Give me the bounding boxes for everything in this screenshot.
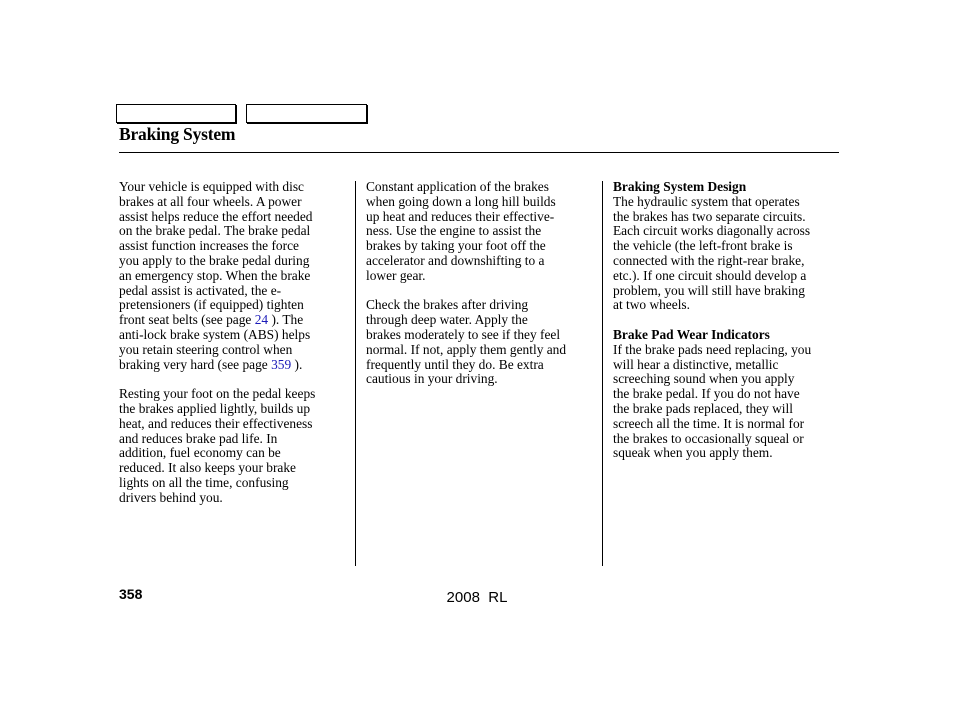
text-line: If the brake pads need replacing, you	[613, 341, 812, 357]
text-line: Each circuit works diagonally across	[613, 223, 811, 239]
nav-button-2[interactable]	[246, 104, 367, 123]
text-line: screech all the time. It is normal for	[613, 415, 805, 431]
page-link-359[interactable]: 359	[271, 356, 292, 372]
text-line: up heat and reduces their effective-	[366, 208, 555, 224]
text-line: Resting your foot on the pedal keeps	[119, 386, 316, 402]
text-line: at two wheels.	[613, 297, 690, 313]
text-line: pretensioners (if equipped) tighten	[119, 297, 304, 313]
text-line: brakes at all four wheels. A power	[119, 193, 302, 209]
text-line: you retain steering control when	[119, 341, 293, 357]
nav-button-1[interactable]	[116, 104, 236, 123]
text-fragment: ).	[291, 356, 303, 372]
text-line: ness. Use the engine to assist the	[366, 223, 542, 239]
text-fragment: braking very hard (see page	[119, 356, 272, 372]
text-line: addition, fuel economy can be	[119, 445, 281, 461]
text-fragment: front seat belts (see page	[119, 312, 255, 328]
text-line: the brake pedal. If you do not have	[613, 386, 800, 402]
text-line: squeak when you apply them.	[613, 445, 773, 461]
text-line: the brakes has two separate circuits.	[613, 208, 806, 224]
text-line: through deep water. Apply the	[366, 312, 528, 328]
text-line: the brakes applied lightly, builds up	[119, 400, 311, 416]
column-2	[366, 180, 594, 387]
text-line: cautious in your driving.	[366, 371, 498, 387]
text-line: frequently until they do. Be extra	[366, 356, 544, 372]
text-line: the brake pads replaced, they will	[613, 400, 793, 416]
text-line: lights on all the time, confusing	[119, 474, 289, 490]
text-line: screeching sound when you apply	[613, 371, 795, 387]
text-line	[119, 358, 347, 373]
text-line: when going down a long hill builds	[366, 193, 556, 209]
text-line: the brakes to occasionally squeal or	[613, 430, 804, 446]
text-line: and reduces brake pad life. In	[119, 430, 278, 446]
column-3	[613, 180, 841, 461]
section-brake-pad-wear	[613, 328, 841, 461]
text-line: accelerator and downshifting to a	[366, 252, 545, 268]
text-line: assist function increases the force	[119, 238, 299, 254]
text-line: Constant application of the brakes	[366, 179, 549, 194]
text-line: problem, you will still have braking	[613, 282, 805, 298]
footer-model: 2008 RL	[446, 589, 508, 606]
text-line: Your vehicle is equipped with disc	[119, 179, 304, 194]
title-divider	[119, 152, 839, 153]
text-line: anti-lock brake system (ABS) helps	[119, 326, 311, 342]
text-line: an emergency stop. When the brake	[119, 267, 311, 283]
text-line: the vehicle (the left-front brake is	[613, 238, 793, 254]
paragraph-resting-foot	[119, 387, 347, 505]
section-heading: Brake Pad Wear Indicators	[613, 326, 770, 342]
text-line: Check the brakes after driving	[366, 297, 529, 313]
text-line: connected with the right-rear brake,	[613, 252, 805, 268]
text-line: heat, and reduces their effectiveness	[119, 415, 313, 431]
paragraph-deep-water	[366, 298, 594, 387]
text-line: reduced. It also keeps your brake	[119, 460, 296, 476]
text-fragment: ). The	[268, 312, 304, 328]
section-braking-system-design	[613, 180, 841, 313]
text-line: you apply to the brake pedal during	[119, 252, 310, 268]
paragraph-brake-assist	[119, 180, 347, 372]
page-link-24[interactable]: 24	[254, 312, 269, 328]
text-line: pedal assist is activated, the e-	[119, 282, 282, 298]
text-line: assist helps reduce the effort needed	[119, 208, 313, 224]
text-line: brakes by taking your foot off the	[366, 238, 546, 254]
column-divider-1	[355, 181, 356, 566]
text-line: drivers behind you.	[119, 489, 223, 505]
page-number: 358	[119, 586, 143, 602]
text-line: will hear a distinctive, metallic	[613, 356, 779, 372]
paragraph-constant-application	[366, 180, 594, 284]
text-line: on the brake pedal. The brake pedal	[119, 223, 311, 239]
text-line: The hydraulic system that operates	[613, 193, 800, 209]
text-line: normal. If not, apply them gently and	[366, 341, 567, 357]
column-divider-2	[602, 181, 603, 566]
text-line: etc.). If one circuit should develop a	[613, 267, 807, 283]
text-line: brakes moderately to see if they feel	[366, 326, 561, 342]
section-heading: Braking System Design	[613, 179, 747, 194]
column-1	[119, 180, 347, 506]
text-line	[119, 313, 347, 328]
page-title: Braking System	[119, 124, 236, 144]
text-line: lower gear.	[366, 267, 426, 283]
